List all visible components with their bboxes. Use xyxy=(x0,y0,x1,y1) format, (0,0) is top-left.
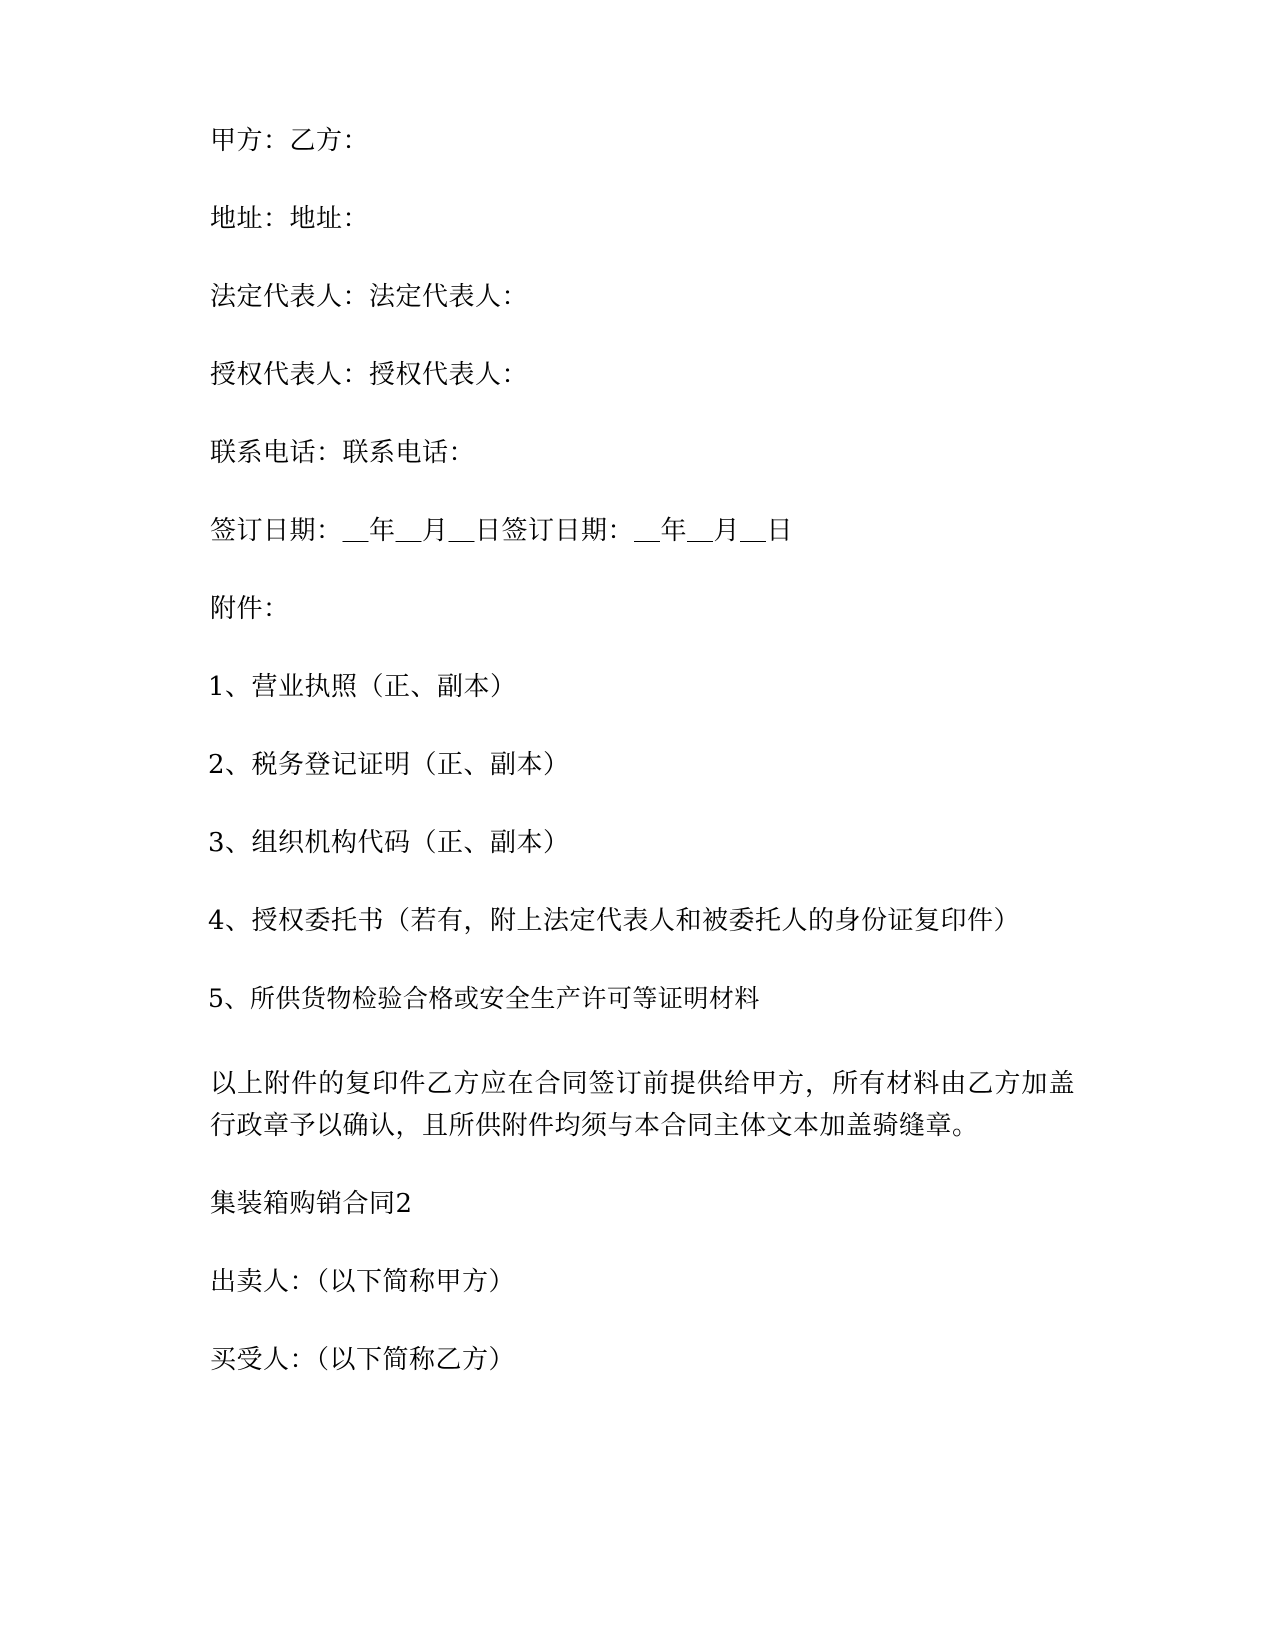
paragraph-contract-title-2: 集装箱购销合同2 xyxy=(210,1189,413,1220)
paragraph-buyer: 买受人：（以下简称乙方） xyxy=(210,1345,516,1376)
paragraph-contact-phones: 联系电话：联系电话： xyxy=(210,438,476,468)
paragraph-authorized-representatives: 授权代表人：授权代表人： xyxy=(210,360,529,390)
attachment-item-2: 2、税务登记证明（正、副本） xyxy=(208,750,570,780)
paragraph-signing-dates: 签订日期：＿年＿月＿日签订日期：＿年＿月＿日 xyxy=(210,516,794,546)
attachment-item-4: 4、授权委托书（若有，附上法定代表人和被委托人的身份证复印件） xyxy=(208,906,1021,936)
paragraph-legal-representatives: 法定代表人：法定代表人： xyxy=(210,282,529,312)
attachment-item-3: 3、组织机构代码（正、副本） xyxy=(208,828,570,858)
attachment-item-1: 1、营业执照（正、副本） xyxy=(208,672,517,702)
paragraph-party-names: 甲方：乙方： xyxy=(210,126,370,156)
document-body xyxy=(200,126,1075,1376)
attachment-item-5: 5、所供货物检验合格或安全生产许可等证明材料 xyxy=(208,984,760,1013)
paragraph-addresses: 地址：地址： xyxy=(210,204,370,234)
paragraph-attachments-heading: 附件： xyxy=(210,594,290,624)
paragraph-seller: 出卖人：（以下简称甲方） xyxy=(210,1267,516,1298)
paragraph-attachment-note: 以上附件的复印件乙方应在合同签订前提供给甲方，所有材料由乙方加盖行政章予以确认，且所供附件均须与本合同主体文本加盖骑缝章。 xyxy=(210,1069,1075,1142)
